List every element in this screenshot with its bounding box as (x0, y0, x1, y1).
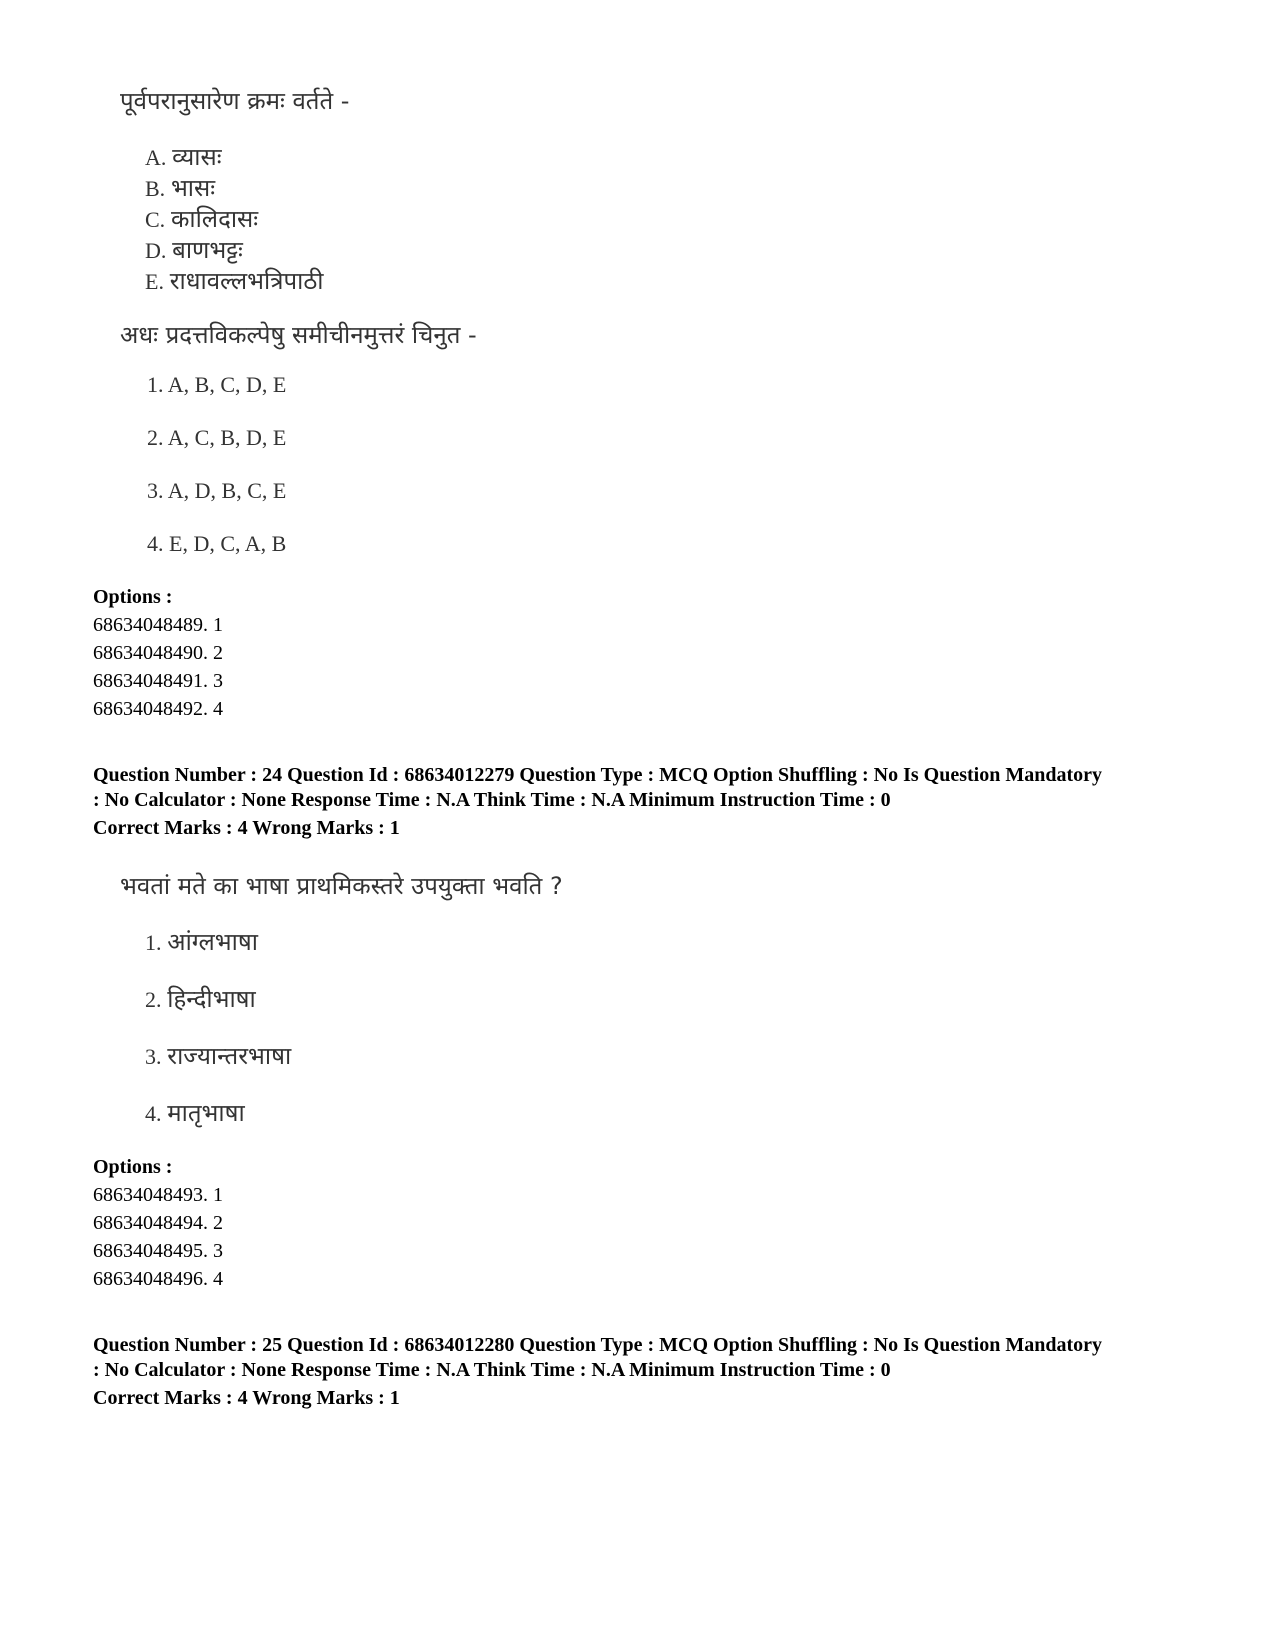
option-line: 68634048495. 3 (93, 1240, 223, 1262)
options-heading: Options : (93, 1156, 173, 1178)
list-item (145, 140, 222, 173)
item-letter: A. (145, 145, 167, 170)
answer-choice (145, 982, 256, 1015)
question-meta-line: Question Number : 24 Question Id : 68634012279 Question Type : MCQ Option Shuffling : No Is Question Mandatory (93, 764, 1102, 786)
question-instruction: अधः प्रदत्तविकल्पेषु समीचीनमुत्तरं चिनुत - (120, 321, 477, 349)
item-text: व्यासः (172, 143, 222, 171)
choice-text: आंग्लभाषा (167, 928, 258, 956)
question-meta (93, 763, 1213, 841)
item-text: राधावल्लभत्रिपाठी (169, 267, 324, 295)
item-text: बाणभट्टः (172, 236, 243, 264)
choice-number: 3. (145, 1044, 162, 1069)
option-line: 68634048490. 2 (93, 642, 223, 664)
answer-choice: 4. E, D, C, A, B (147, 531, 287, 556)
options-heading: Options : (93, 586, 173, 608)
question-meta-line: Question Number : 25 Question Id : 68634012280 Question Type : MCQ Option Shuffling : No Is Question Mandatory (93, 1334, 1102, 1356)
item-letter: E. (145, 269, 164, 294)
answer-choice: 1. A, B, C, D, E (147, 372, 287, 397)
item-letter: B. (145, 176, 166, 201)
list-item (145, 264, 324, 297)
choice-text: हिन्दीभाषा (167, 985, 256, 1013)
item-text: कालिदासः (170, 205, 259, 233)
option-line: 68634048489. 1 (93, 614, 223, 636)
choice-text: मातृभाषा (167, 1099, 245, 1127)
answer-choice (145, 1096, 245, 1129)
option-line: 68634048496. 4 (93, 1268, 223, 1290)
question-meta-line: : No Calculator : None Response Time : N.A Think Time : N.A Minimum Instruction Time : 0 (93, 789, 891, 811)
option-line: 68634048494. 2 (93, 1212, 223, 1234)
list-item (145, 233, 243, 266)
answer-choice (145, 1039, 291, 1072)
choice-number: 2. (145, 987, 162, 1012)
question-marks: Correct Marks : 4 Wrong Marks : 1 (93, 817, 400, 839)
choice-number: 1. (145, 930, 162, 955)
question-meta-line: : No Calculator : None Response Time : N.A Think Time : N.A Minimum Instruction Time : 0 (93, 1359, 891, 1381)
question-statement: पूर्वपरानुसारेण क्रमः वर्तते - (120, 87, 350, 115)
question-statement: भवतां मते का भाषा प्राथमिकस्तरे उपयुक्ता भवति ? (120, 872, 563, 900)
answer-choice: 3. A, D, B, C, E (147, 478, 287, 503)
item-text: भासः (170, 174, 216, 202)
list-item (145, 171, 215, 204)
answer-choice (145, 925, 258, 958)
item-letter: D. (145, 238, 167, 263)
answer-choice: 2. A, C, B, D, E (147, 425, 287, 450)
option-line: 68634048493. 1 (93, 1184, 223, 1206)
list-item (145, 202, 258, 235)
option-line: 68634048491. 3 (93, 670, 223, 692)
item-letter: C. (145, 207, 166, 232)
option-line: 68634048492. 4 (93, 698, 223, 720)
question-marks: Correct Marks : 4 Wrong Marks : 1 (93, 1387, 400, 1409)
choice-number: 4. (145, 1101, 162, 1126)
question-meta (93, 1333, 1213, 1411)
choice-text: राज्यान्तरभाषा (167, 1042, 292, 1070)
